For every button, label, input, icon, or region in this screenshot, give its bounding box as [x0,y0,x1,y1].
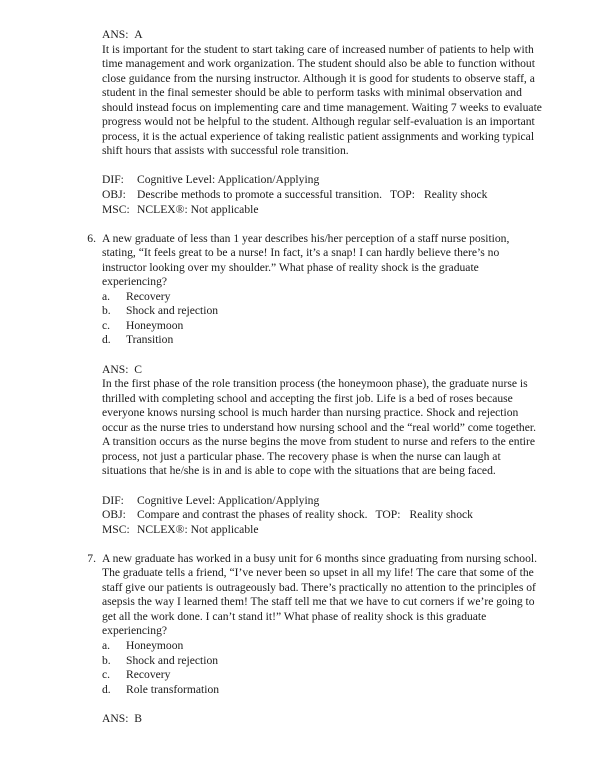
spacer [0,537,600,552]
dif-value: Cognitive Level: Application/Applying [137,493,320,507]
question-number: 7. [87,551,96,565]
answer-label: ANS: [102,28,129,41]
option-item[interactable] [102,668,600,683]
answer-line-6 [102,363,544,378]
option-text: Shock and rejection [126,304,219,318]
question-number: 6. [87,231,96,245]
spacer [0,697,600,712]
option-text: Transition [126,333,174,347]
obj-label: OBJ: [102,508,126,522]
dif-value: Cognitive Level: Application/Applying [137,173,320,187]
options-list-6 [102,290,600,348]
option-item[interactable] [102,333,600,348]
obj-value: Compare and contrast the phases of reality shock. [137,508,368,522]
option-letter: b. [102,304,111,318]
option-letter: a. [102,638,111,652]
top-value: Reality shock [409,508,473,522]
answer-line-7 [102,712,544,727]
metadata-row-dif [102,173,487,188]
option-letter: c. [102,668,111,682]
answer-value: C [134,362,142,376]
option-item[interactable] [102,290,600,305]
spacer [0,348,600,363]
answer-block-7 [102,712,544,727]
option-text: Recovery [126,668,171,682]
msc-value: NCLEX®: Not applicable [137,202,259,216]
top-value: Reality shock [424,188,488,202]
metadata-block-5 [102,173,487,217]
dif-label: DIF: [102,493,124,507]
metadata-block-6 [102,494,473,538]
option-letter: c. [102,318,111,332]
metadata-row-obj [102,188,487,203]
spacer [0,217,600,232]
metadata-row-obj [102,508,473,523]
spacer [0,479,600,494]
answer-block-6 [102,363,544,479]
question-text: A new graduate has worked in a busy unit for 6 months since graduating from nursing school. The graduate tells a friend, “I’ve never been so upset in all my life! The care that some of the staff give our patients is outrageously bad. There’s practically no attention to the principles of asepsis the way I learned them! The staff tell me that we have to cut corners if we’re going to get all the work done. I can’t stand it!” What phase of reality shock is this graduate experiencing? [102,551,538,638]
answer-label: ANS: [102,711,129,725]
question-7 [76,552,546,639]
answer-line-5 [102,28,544,43]
answer-label: ANS: [102,362,129,376]
option-item[interactable] [102,683,600,698]
option-letter: d. [102,333,111,347]
option-item[interactable] [102,304,600,319]
metadata-row-dif [102,494,473,509]
option-text: Honeymoon [126,318,184,332]
option-item[interactable] [102,639,600,654]
options-list-7 [102,639,600,697]
option-text: Shock and rejection [126,653,219,667]
metadata-row-msc [102,203,487,218]
obj-value: Describe methods to promote a successful transition. [137,188,383,202]
msc-value: NCLEX®: Not applicable [137,522,259,536]
top-label: TOP: [390,188,415,202]
answer-block-5 [102,28,544,159]
option-text: Role transformation [126,682,220,696]
spacer [0,159,600,174]
top-label: TOP: [375,508,401,522]
dif-label: DIF: [102,173,124,187]
option-text: Honeymoon [126,638,184,652]
rationale-text-5: It is important for the student to start taking care of increased number of patients to help with time management and work organization. The student should also be able to function without close guidance from the nursing instructor. Although it is good for students to observe staff, a student in the final semester should be able to perform tasks with minimal observation and should instead focus on implementing care and time management. Waiting 7 weeks to evaluate progress would not be helpful to the student. Although regular self-evaluation is an important process, it is the actual experience of taking realistic patient assignments and working typical shift hours that assists with successful role transition. [102,42,542,158]
option-letter: a. [102,289,111,303]
option-text: Recovery [126,289,171,303]
answer-value: A [134,28,143,41]
answer-value: B [134,711,142,725]
msc-label: MSC: [102,522,130,536]
msc-label: MSC: [102,202,130,216]
question-6 [76,232,546,290]
metadata-row-msc [102,523,473,538]
option-letter: d. [102,682,111,696]
option-letter: b. [102,653,111,667]
obj-label: OBJ: [102,188,126,202]
option-item[interactable] [102,654,600,669]
question-text: A new graduate of less than 1 year describes his/her perception of a staff nurse position, stating, “It feels great to be a nurse! In fact, it’s a snap! I can hardly believe there’s no instructor looking over my shoulder.” What phase of reality shock is the graduate experiencing? [102,231,510,289]
option-item[interactable] [102,319,600,334]
rationale-text-6: In the first phase of the role transition process (the honeymoon phase), the graduate nurse is thrilled with completing school and accepting the first job. Life is a bed of roses because everyone knows nursing school is much harder than nursing practice. Shock and rejection occur as the nurse tries to understand how nursing school and the “real world” come together. A transition occurs as the nurse begins the move from student to nurse and refers to the entire process, not just a particular phase. The recovery phase is when the nurse can laugh at situations that he/she is in and is able to cope with the situations that are being faced. [102,377,536,478]
